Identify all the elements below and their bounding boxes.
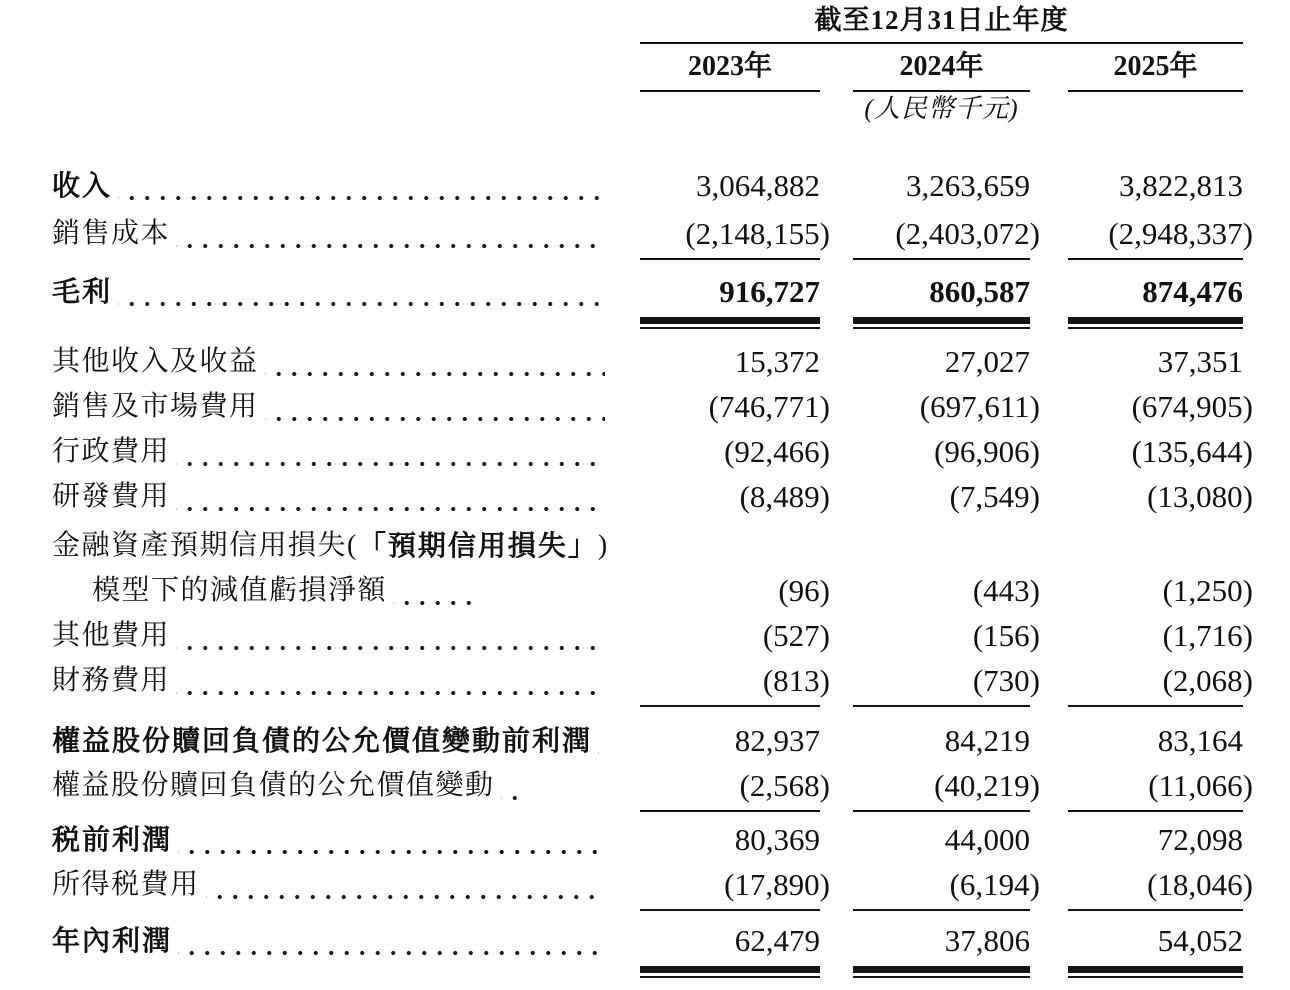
- rule-segment: [853, 810, 1030, 812]
- row-label-line: [52, 862, 605, 907]
- column-gap: [820, 44, 853, 92]
- row-label-text: 權益股份贖回負債的公允價值變動: [52, 770, 495, 801]
- row-label-text: 税前利潤: [52, 824, 173, 855]
- value-2025: [1068, 763, 1253, 808]
- dot-leader: [265, 339, 605, 384]
- row-label-line: [52, 718, 605, 763]
- column-gap: [1030, 523, 1068, 613]
- period-header: 截至12月31日止年度: [640, 0, 1243, 44]
- subtotal-rule: [0, 256, 1290, 260]
- rule-thick-bar: [1068, 966, 1243, 973]
- row-label-text: 金融資產預期信用損失(: [52, 530, 358, 561]
- rule-segment: [640, 705, 820, 707]
- row-label: [0, 523, 640, 613]
- value-text: 3,064,882: [696, 168, 820, 203]
- row-label: [0, 339, 640, 384]
- rule-segment: [1068, 705, 1243, 707]
- column-gap: [1030, 613, 1068, 658]
- rule-segment: [640, 810, 820, 812]
- subtotal-rule: [0, 808, 1290, 812]
- table-row: [0, 763, 1290, 808]
- table-row: [0, 817, 1290, 862]
- rule-thin-line: [640, 327, 820, 330]
- column-gap: [820, 613, 853, 658]
- value-text: (2,148,155): [685, 216, 830, 251]
- unit-note: (人民幣千元): [864, 94, 1019, 123]
- dot-leader: [176, 429, 605, 474]
- value-text: (1,250): [1162, 573, 1253, 608]
- rule-segment: [1068, 909, 1243, 911]
- value-text: 83,164: [1157, 723, 1243, 758]
- row-label-line: [52, 429, 605, 474]
- rule-thick-bar: [1068, 317, 1243, 324]
- value-text: (697,611): [919, 389, 1040, 424]
- row-label-line: [52, 817, 605, 862]
- value-text: (13,080): [1147, 479, 1253, 514]
- value-text: (730): [972, 663, 1040, 698]
- value-2023: [640, 339, 820, 384]
- value-text: 874,476: [1142, 274, 1243, 309]
- column-gap: [820, 523, 853, 613]
- rule-thin-line: [1068, 327, 1243, 330]
- subtotal-rule: [0, 907, 1290, 911]
- value-text: (2,403,072): [895, 216, 1040, 251]
- column-gap: [820, 429, 853, 474]
- value-2024: [853, 613, 1040, 658]
- row-label-text: 銷售成本: [52, 218, 171, 249]
- value-text: 15,372: [734, 344, 820, 379]
- rule-thick-bar: [640, 966, 820, 973]
- column-gap: [820, 658, 853, 703]
- row-label: [0, 384, 640, 429]
- value-2023: [640, 817, 820, 862]
- value-2023: [640, 718, 820, 763]
- value-2024: [853, 523, 1040, 613]
- value-text: 54,052: [1157, 923, 1243, 958]
- column-gap: [1030, 918, 1068, 963]
- column-gap: [1030, 429, 1068, 474]
- label-column-spacer: [0, 256, 640, 260]
- value-text: 82,937: [734, 723, 820, 758]
- label-column-spacer: [0, 966, 640, 978]
- column-gap: [1030, 966, 1068, 978]
- value-text: (96,906): [934, 434, 1040, 469]
- row-label-suffix: ): [597, 530, 609, 561]
- value-text: (40,219): [934, 768, 1040, 803]
- value-2025: [1068, 613, 1253, 658]
- value-text: 37,351: [1157, 344, 1243, 379]
- row-label-line: [52, 613, 605, 658]
- rule-segment: [853, 966, 1030, 978]
- total-rule: [0, 963, 1290, 977]
- year-column-header-2023: 2023年: [640, 44, 820, 92]
- row-label-line: [52, 384, 605, 429]
- rule-thin-line: [640, 976, 820, 979]
- table-row: [0, 339, 1290, 384]
- value-text: 37,806: [944, 923, 1030, 958]
- value-2025: [1068, 163, 1243, 208]
- value-text: (2,568): [739, 768, 830, 803]
- value-2023: [640, 474, 830, 519]
- dot-leader: [176, 658, 605, 703]
- table-row: [0, 918, 1290, 963]
- dot-leader: [178, 817, 605, 862]
- value-2023: [640, 613, 830, 658]
- value-2023: [640, 523, 830, 613]
- table-row: [0, 163, 1290, 208]
- value-text: (96): [778, 573, 830, 608]
- value-text: 44,000: [944, 822, 1030, 857]
- value-text: (527): [762, 618, 830, 653]
- column-gap: [820, 817, 853, 862]
- column-gap: [640, 88, 820, 133]
- table-row: [0, 269, 1290, 314]
- column-gap: [820, 317, 853, 329]
- column-gap: [820, 339, 853, 384]
- value-text: (18,046): [1147, 867, 1253, 902]
- rule-segment: [640, 317, 820, 329]
- value-2025: [1068, 211, 1253, 256]
- row-label-text: 行政費用: [52, 436, 171, 467]
- row-label-text: 年內利潤: [52, 925, 173, 956]
- row-label-text: 收入: [52, 170, 113, 201]
- column-gap: [1030, 703, 1068, 707]
- value-2023: [640, 763, 830, 808]
- column-gap: [1030, 817, 1068, 862]
- row-label-bold-segment: 「預期信用損失」: [357, 530, 598, 561]
- column-gap: [1030, 718, 1068, 763]
- total-rule: [0, 314, 1290, 328]
- value-2025: [1068, 658, 1253, 703]
- row-label-line: [52, 163, 605, 208]
- value-text: (2,948,337): [1108, 216, 1253, 251]
- table-row: [0, 613, 1290, 658]
- value-text: (1,716): [1162, 618, 1253, 653]
- value-2024: [853, 817, 1030, 862]
- table-row: [0, 523, 1290, 613]
- table-body: [0, 163, 1290, 977]
- value-text: 916,727: [719, 274, 820, 309]
- column-gap: [820, 256, 853, 260]
- value-text: 72,098: [1157, 822, 1243, 857]
- value-text: 84,219: [944, 723, 1030, 758]
- dot-leader: [265, 384, 605, 429]
- rule-segment: [853, 258, 1030, 260]
- row-label: [0, 474, 640, 519]
- label-column-spacer: [0, 317, 640, 329]
- column-gap: [820, 918, 853, 963]
- label-column-spacer: [0, 907, 640, 911]
- rule-thick-bar: [853, 317, 1030, 324]
- dot-leader: [501, 763, 521, 808]
- label-column-spacer: [0, 88, 640, 133]
- row-label: [0, 658, 640, 703]
- row-label: [0, 613, 640, 658]
- table-row: [0, 384, 1290, 429]
- row-label-line: [52, 211, 605, 256]
- value-2024: [853, 763, 1040, 808]
- value-2025: [1068, 862, 1253, 907]
- table-row: [0, 429, 1290, 474]
- value-2023: [640, 918, 820, 963]
- value-text: (674,905): [1131, 389, 1253, 424]
- dot-leader: [598, 718, 605, 763]
- value-2025: [1068, 817, 1243, 862]
- row-label-line: [52, 658, 605, 703]
- row-label-line: [52, 269, 605, 314]
- table-row: [0, 658, 1290, 703]
- value-2025: [1068, 718, 1243, 763]
- table-row: [0, 211, 1290, 256]
- dot-leader: [178, 918, 605, 963]
- row-label-text: 其他收入及收益: [52, 346, 259, 377]
- column-gap: [1030, 808, 1068, 812]
- value-2023: [640, 269, 820, 314]
- row-label-text: 毛利: [52, 276, 113, 307]
- table-row: [0, 718, 1290, 763]
- unit-note-row: [0, 88, 1290, 133]
- value-text: (443): [972, 573, 1040, 608]
- column-gap: [820, 88, 853, 133]
- dot-leader: [118, 269, 605, 314]
- value-text: 80,369: [734, 822, 820, 857]
- row-label: [0, 429, 640, 474]
- row-label-line: [52, 523, 609, 568]
- value-2024: [853, 163, 1030, 208]
- column-gap: [820, 269, 853, 314]
- rule-thick-bar: [640, 317, 820, 324]
- value-text: 3,263,659: [906, 168, 1030, 203]
- value-text: (746,771): [708, 389, 830, 424]
- value-text: (17,890): [724, 867, 830, 902]
- value-2024: [853, 658, 1040, 703]
- rule-segment: [640, 966, 820, 978]
- rule-segment: [853, 317, 1030, 329]
- value-2025: [1068, 429, 1253, 474]
- column-gap: [1030, 163, 1068, 208]
- value-2024: [853, 429, 1040, 474]
- row-label: [0, 211, 640, 256]
- value-2025: [1068, 918, 1243, 963]
- row-label-text: 所得税費用: [52, 869, 200, 900]
- dot-leader: [206, 862, 605, 907]
- value-text: 860,587: [929, 274, 1030, 309]
- value-text: 3,822,813: [1119, 168, 1243, 203]
- row-label-text: 研發費用: [52, 481, 171, 512]
- year-column-header-2024: 2024年: [853, 44, 1030, 92]
- rule-segment: [1068, 317, 1243, 329]
- column-gap: [820, 474, 853, 519]
- row-label-line: [52, 918, 605, 963]
- row-label-line: [52, 763, 605, 808]
- column-gap: [820, 703, 853, 707]
- rule-segment: [1068, 966, 1243, 978]
- row-label: [0, 269, 640, 314]
- value-2024: [853, 718, 1030, 763]
- value-2023: [640, 429, 830, 474]
- column-gap: [820, 808, 853, 812]
- column-gap: [1030, 862, 1068, 907]
- column-gap: [820, 966, 853, 978]
- value-2023: [640, 658, 830, 703]
- column-gap: [1030, 256, 1068, 260]
- row-label-text: 權益股份贖回負債的公允價值變動前利潤: [52, 725, 593, 756]
- value-text: (8,489): [739, 479, 830, 514]
- table-row: [0, 474, 1290, 519]
- period-header-row: [0, 0, 1290, 44]
- column-gap: [1030, 658, 1068, 703]
- rule-thick-bar: [853, 966, 1030, 973]
- column-gap: [820, 862, 853, 907]
- dot-leader: [176, 613, 605, 658]
- value-2024: [853, 339, 1030, 384]
- column-gap: [820, 763, 853, 808]
- row-label: [0, 817, 640, 862]
- column-gap: [820, 163, 853, 208]
- value-text: (11,066): [1148, 768, 1253, 803]
- dot-leader: [393, 568, 478, 613]
- row-label-text: 財務費用: [52, 665, 171, 696]
- value-text: (813): [762, 663, 830, 698]
- subtotal-rule: [0, 703, 1290, 707]
- table-row: [0, 862, 1290, 907]
- value-2024: [853, 918, 1030, 963]
- row-label-line-2: [52, 568, 605, 613]
- column-gap: [820, 384, 853, 429]
- row-label: [0, 763, 640, 808]
- row-label-text: 銷售及市場費用: [52, 391, 259, 422]
- value-2024: [853, 384, 1040, 429]
- dot-leader: [176, 474, 605, 519]
- rule-segment: [640, 258, 820, 260]
- row-label: [0, 718, 640, 763]
- column-gap: [820, 907, 853, 911]
- value-2024: [853, 269, 1030, 314]
- value-text: (156): [972, 618, 1040, 653]
- column-gap: [1030, 211, 1068, 256]
- value-2023: [640, 862, 830, 907]
- value-text: (135,644): [1131, 434, 1253, 469]
- column-gap: [1030, 317, 1068, 329]
- row-label: [0, 163, 640, 208]
- value-2024: [853, 862, 1040, 907]
- value-2025: [1068, 523, 1253, 613]
- row-label-line: [52, 474, 605, 519]
- row-label: [0, 918, 640, 963]
- column-gap: [1030, 339, 1068, 384]
- rule-segment: [1068, 810, 1243, 812]
- label-column-spacer: [0, 808, 640, 812]
- rule-segment: [853, 705, 1030, 707]
- value-2025: [1068, 474, 1253, 519]
- column-gap: [1030, 907, 1068, 911]
- value-2024: [853, 474, 1040, 519]
- column-gap: [1030, 474, 1068, 519]
- label-column-spacer: [0, 703, 640, 707]
- value-text: 27,027: [944, 344, 1030, 379]
- value-2024: [853, 211, 1040, 256]
- value-2023: [640, 211, 830, 256]
- row-label: [0, 862, 640, 907]
- value-text: 62,479: [734, 923, 820, 958]
- value-text: (7,549): [949, 479, 1040, 514]
- value-2023: [640, 163, 820, 208]
- rule-thin-line: [853, 327, 1030, 330]
- year-header-row: [0, 44, 1290, 88]
- label-column-spacer: [0, 0, 640, 44]
- value-2025: [1068, 339, 1243, 384]
- rule-segment: [1068, 258, 1243, 260]
- dot-leader: [176, 211, 605, 256]
- row-label-text: 模型下的減值虧損淨額: [92, 575, 388, 606]
- label-column-spacer: [0, 44, 640, 92]
- value-2023: [640, 384, 830, 429]
- value-2025: [1068, 269, 1243, 314]
- rule-thin-line: [853, 976, 1030, 979]
- value-text: (6,194): [949, 867, 1040, 902]
- column-gap: [820, 718, 853, 763]
- rule-segment: [640, 909, 820, 911]
- year-column-header-2025: 2025年: [1068, 44, 1243, 92]
- column-gap: [1030, 269, 1068, 314]
- row-label-text: 其他費用: [52, 620, 171, 651]
- rule-thin-line: [1068, 976, 1243, 979]
- column-gap: [1030, 44, 1068, 92]
- dot-leader: [118, 163, 605, 208]
- value-2025: [1068, 384, 1253, 429]
- value-text: (92,466): [724, 434, 830, 469]
- rule-segment: [853, 909, 1030, 911]
- value-text: (2,068): [1162, 663, 1253, 698]
- column-gap: [1030, 763, 1068, 808]
- row-label-line: [52, 339, 605, 384]
- column-gap: [820, 211, 853, 256]
- column-gap: [1030, 384, 1068, 429]
